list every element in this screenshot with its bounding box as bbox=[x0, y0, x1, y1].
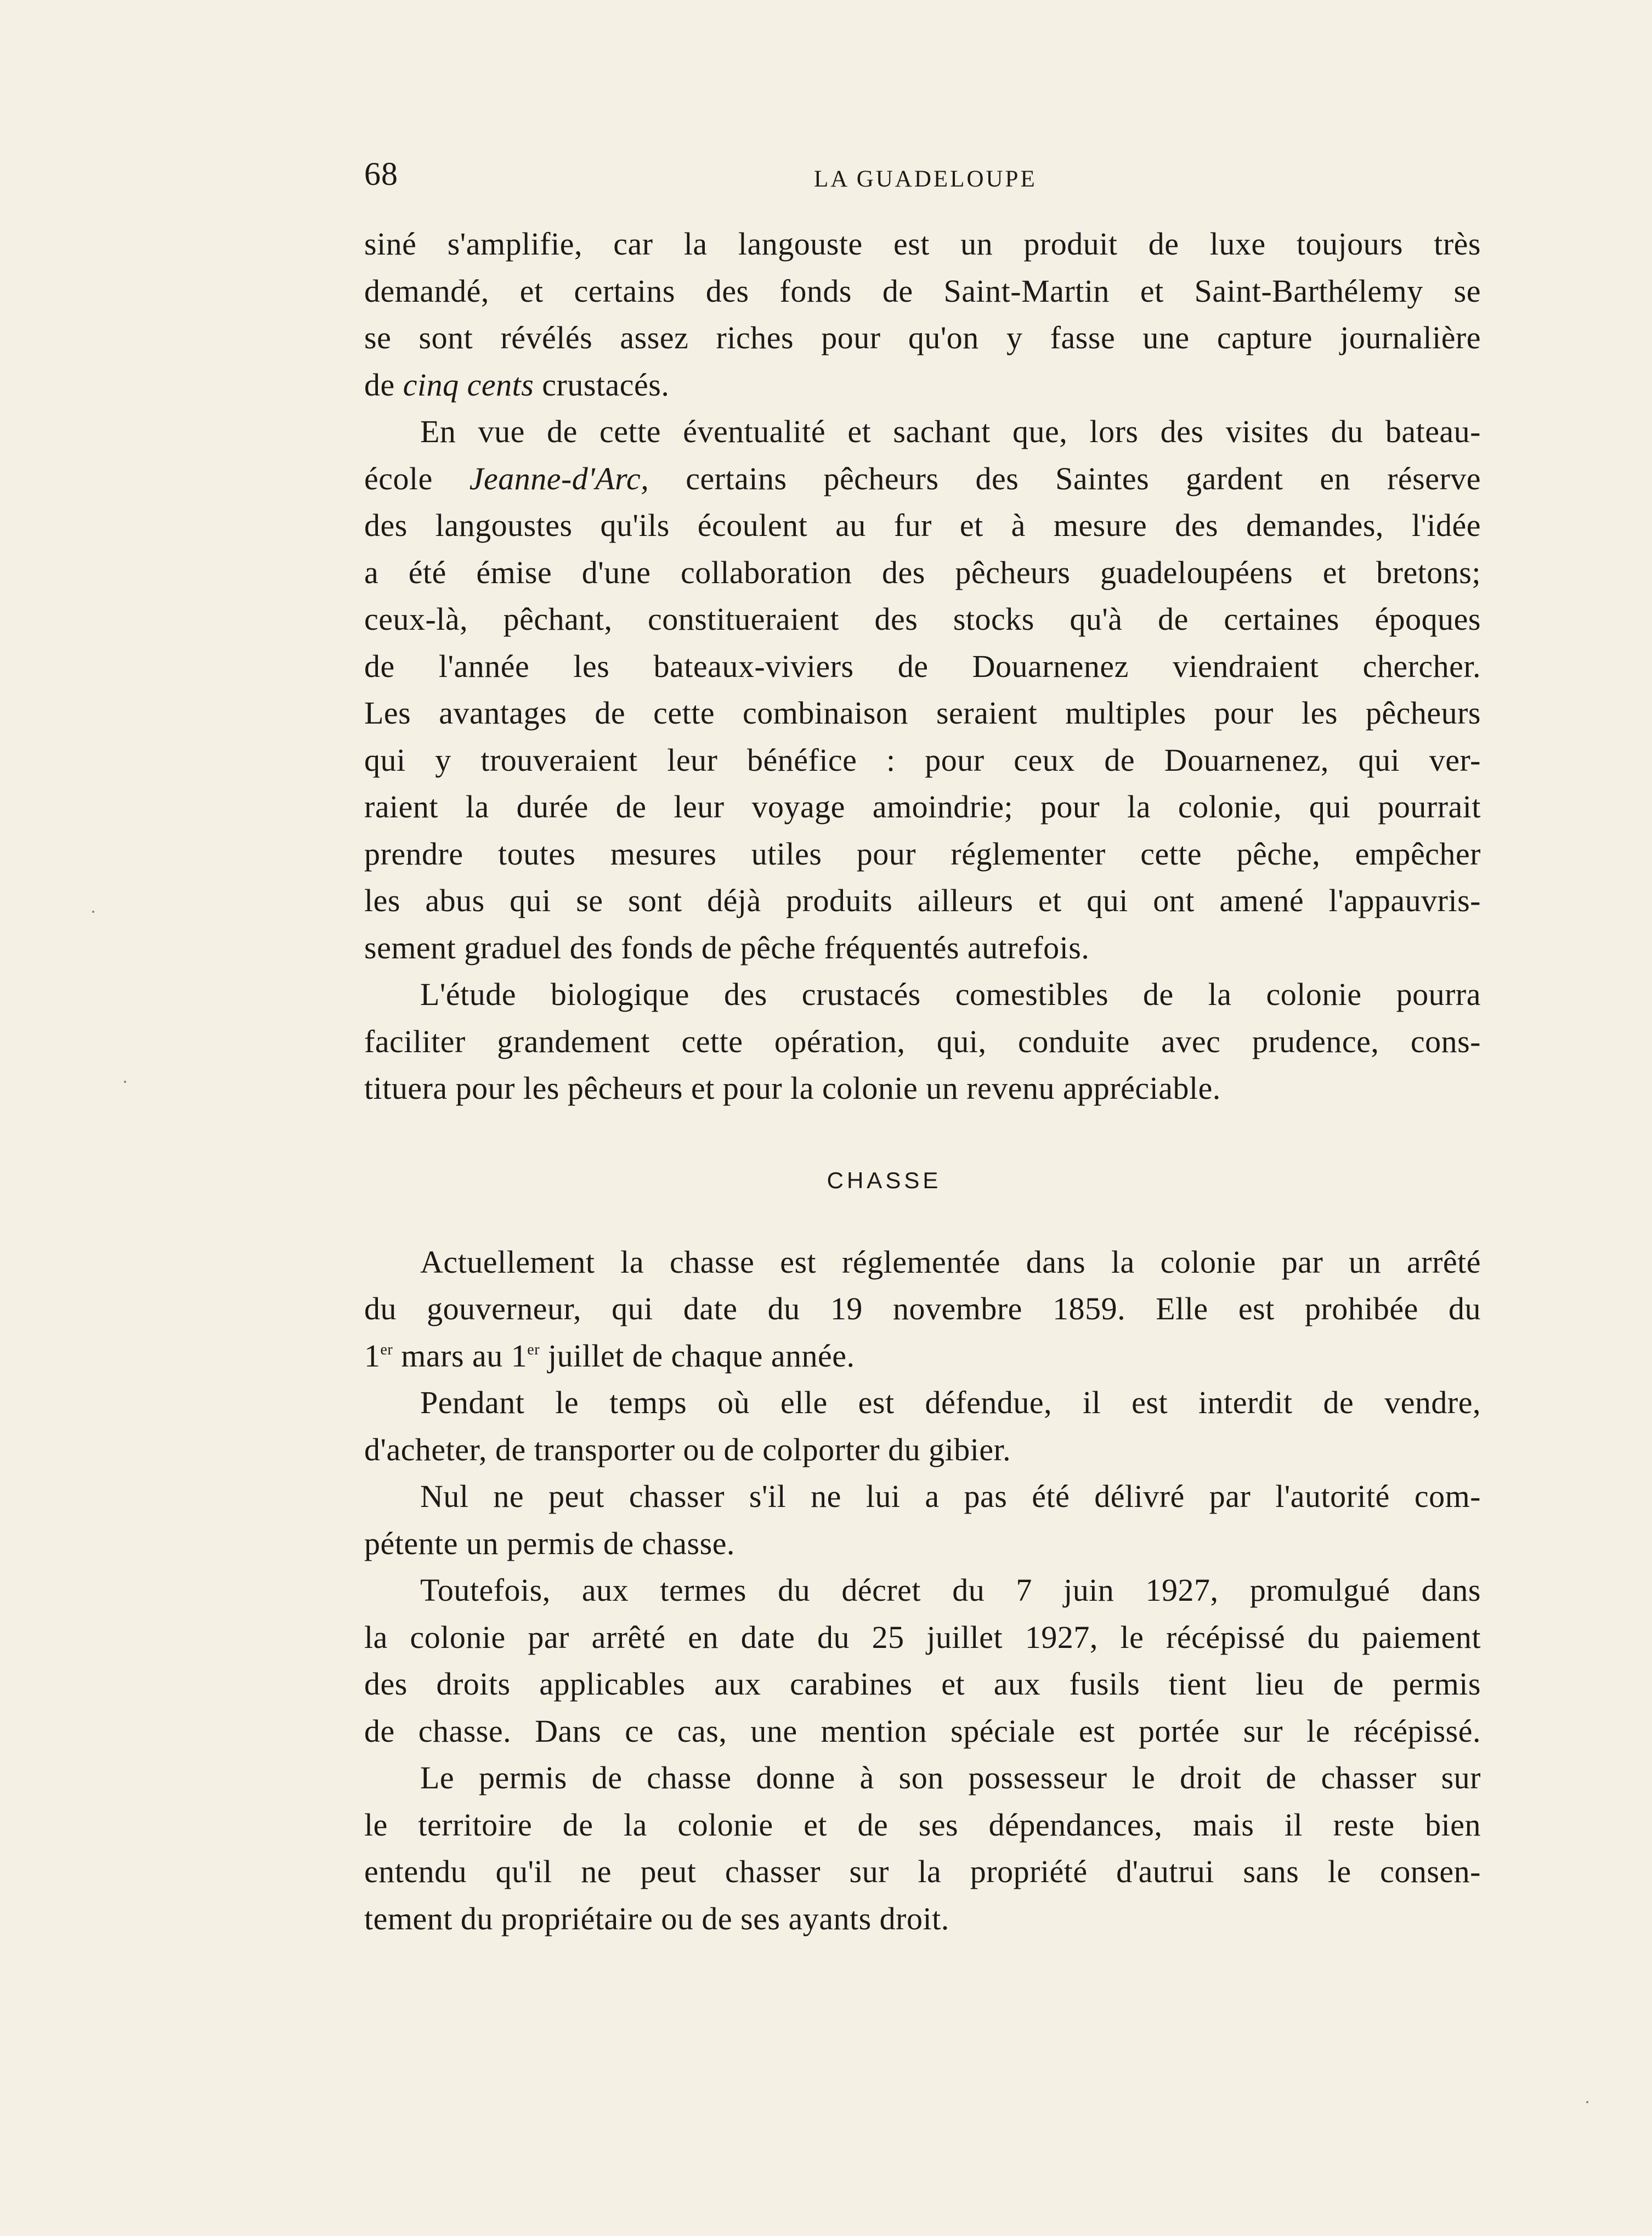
paragraph bbox=[364, 1754, 1481, 1942]
paragraph bbox=[364, 1379, 1481, 1473]
text-line: la colonie par arrêté en date du 25 juillet 1927, le récépissé du paiement bbox=[364, 1619, 1481, 1655]
text-line: Le permis de chasse donne à son possesseur le droit de chasser sur bbox=[420, 1760, 1481, 1795]
paragraph bbox=[364, 221, 1481, 408]
text-line: En vue de cette éventualité et sachant que, lors des visites du bateau- bbox=[420, 414, 1481, 449]
running-title: LA GUADELOUPE bbox=[814, 166, 1037, 192]
text-line: de l'année les bateaux-viviers de Douarnenez viendraient chercher. bbox=[364, 648, 1481, 684]
paragraph bbox=[364, 1567, 1481, 1754]
superscript: er bbox=[527, 1341, 540, 1358]
text-line: sement graduel des fonds de pêche fréquentés autrefois. bbox=[364, 929, 1090, 965]
text-line: Toutefois, aux termes du décret du 7 juin 1927, promulgué dans bbox=[420, 1572, 1481, 1608]
section-title: CHASSE bbox=[827, 1167, 942, 1193]
paper-speck bbox=[92, 911, 94, 913]
page-body bbox=[364, 221, 1481, 1942]
italic-phrase: Jeanne-d'Arc, bbox=[469, 460, 649, 496]
text-line: des droits applicables aux carabines et aux fusils tient lieu de permis bbox=[364, 1666, 1481, 1702]
page-header bbox=[364, 155, 1481, 199]
text-line: prendre toutes mesures utiles pour réglementer cette pêche, empêcher bbox=[364, 835, 1481, 872]
page-number: 68 bbox=[364, 156, 398, 192]
text-line: école Jeanne-d'Arc, certains pêcheurs des Saintes gardent en réserve bbox=[364, 460, 1481, 496]
text-line: a été émise d'une collaboration des pêcheurs guadeloupéens et bretons; bbox=[364, 554, 1481, 590]
text-line: 1er mars au 1er juillet de chaque année. bbox=[364, 1337, 855, 1374]
text-line: siné s'amplifie, car la langouste est un produit de luxe toujours très bbox=[364, 226, 1481, 262]
text-line: tituera pour les pêcheurs et pour la colonie un revenu appréciable. bbox=[364, 1070, 1221, 1106]
text-line: de cinq cents crustacés. bbox=[364, 366, 670, 403]
text-line: entendu qu'il ne peut chasser sur la propriété d'autrui sans le consen- bbox=[364, 1854, 1481, 1889]
text-line: les abus qui se sont déjà produits ailleurs et qui ont amené l'appauvris- bbox=[364, 883, 1481, 918]
text-line: d'acheter, de transporter ou de colporter du gibier. bbox=[364, 1431, 1011, 1467]
text-line: Nul ne peut chasser s'il ne lui a pas été délivré par l'autorité com- bbox=[420, 1478, 1481, 1514]
text-line: Actuellement la chasse est réglementée dans la colonie par un arrêté bbox=[420, 1244, 1481, 1280]
text-line: tement du propriétaire ou de ses ayants droit. bbox=[364, 1900, 949, 1936]
text-line: Pendant le temps où elle est défendue, il est interdit de vendre, bbox=[420, 1385, 1481, 1420]
text-line: demandé, et certains des fonds de Saint-Martin et Saint-Barthélemy se bbox=[364, 273, 1481, 309]
text-line: ceux-là, pêchant, constitueraient des stocks qu'à de certaines époques bbox=[364, 601, 1481, 637]
text-line: de chasse. Dans ce cas, une mention spéciale est portée sur le récépissé. bbox=[364, 1713, 1481, 1749]
paper-speck bbox=[124, 1081, 126, 1083]
text-line: L'étude biologique des crustacés comestibles de la colonie pourra bbox=[420, 976, 1481, 1012]
text-line: raient la durée de leur voyage amoindrie; pour la colonie, qui pourrait bbox=[364, 789, 1481, 825]
superscript: er bbox=[380, 1341, 393, 1358]
text-line: des langoustes qu'ils écoulent au fur et à mesure des demandes, l'idée bbox=[364, 507, 1481, 543]
text-line: se sont révélés assez riches pour qu'on y fasse une capture journalière bbox=[364, 320, 1481, 355]
italic-phrase: cinq cents bbox=[403, 366, 534, 403]
paragraph bbox=[364, 408, 1481, 971]
text-line: Les avantages de cette combinaison seraient multiples pour les pêcheurs bbox=[364, 695, 1481, 731]
paragraph bbox=[364, 1239, 1481, 1380]
text-line: qui y trouveraient leur bénéfice : pour ceux de Douarnenez, qui ver- bbox=[364, 742, 1481, 778]
text-line: faciliter grandement cette opération, qui, conduite avec prudence, cons- bbox=[364, 1023, 1481, 1059]
text-line: du gouverneur, qui date du 19 novembre 1859. Elle est prohibée du bbox=[364, 1291, 1481, 1326]
paragraph bbox=[364, 1473, 1481, 1567]
text-line: le territoire de la colonie et de ses dépendances, mais il reste bien bbox=[364, 1806, 1481, 1843]
paper-speck bbox=[1586, 2101, 1588, 2103]
paragraph bbox=[364, 971, 1481, 1112]
text-line: pétente un permis de chasse. bbox=[364, 1525, 735, 1561]
